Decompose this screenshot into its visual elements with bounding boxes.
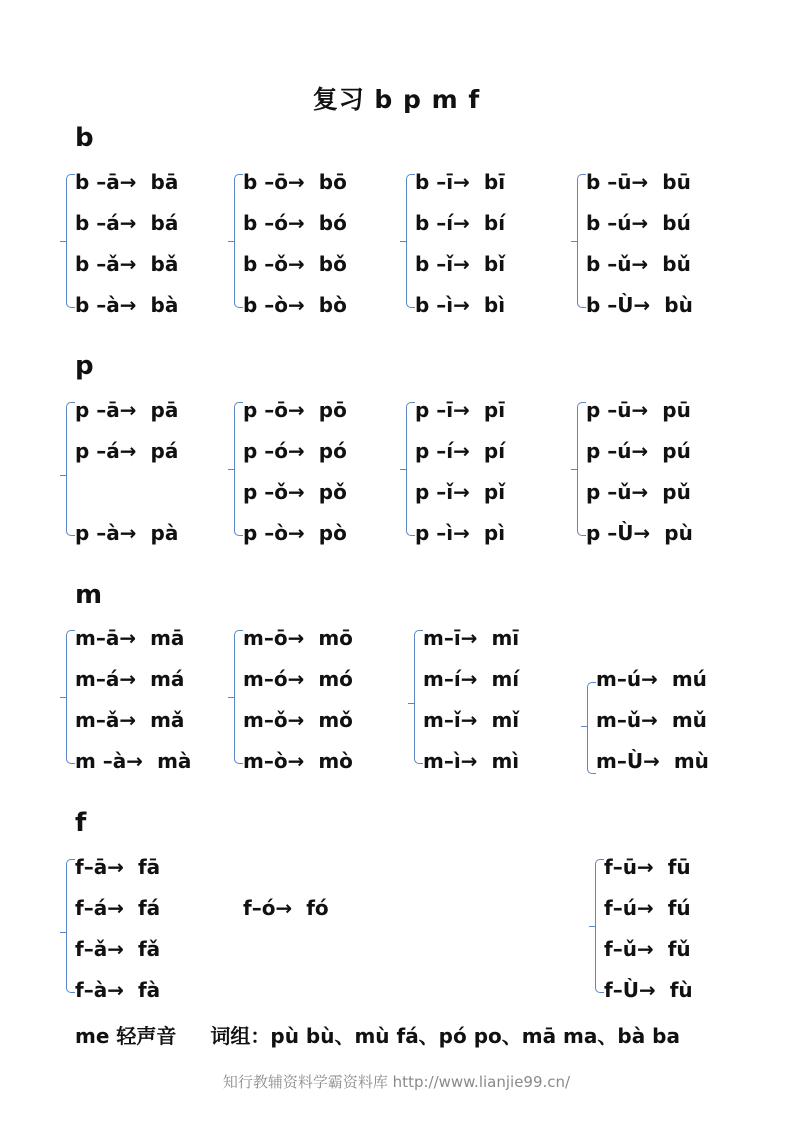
bracket	[406, 174, 415, 308]
syllable-row: b –ā→ bā	[75, 170, 179, 194]
syllable-row: m–ǒ→ mǒ	[243, 708, 353, 732]
syllable-row: b –ǎ→ bǎ	[75, 252, 179, 276]
syllable-row: p –ī→ pī	[415, 398, 506, 422]
syllable-row: p –ǐ→ pǐ	[415, 480, 506, 504]
syllable-row: f–á→ fá	[75, 896, 161, 920]
bracket-tick	[60, 241, 66, 242]
syllable-row: m–ó→ mó	[243, 667, 353, 691]
section-letter-m: m	[75, 580, 103, 610]
syllable-row: p –ū→ pū	[586, 398, 691, 422]
syllable-row: m–Ù→ mù	[596, 749, 709, 773]
syllable-row: m–ǔ→ mǔ	[596, 708, 707, 732]
syllable-row: p –ó→ pó	[243, 439, 347, 463]
light-tone-and-words	[75, 1020, 680, 1049]
word-groups: 词组：pù bù、mù fá、pó po、mā ma、bà ba	[210, 1024, 680, 1048]
syllable-row: b –ǒ→ bǒ	[243, 252, 347, 276]
bracket	[234, 402, 243, 536]
syllable-row: b –á→ bá	[75, 211, 179, 235]
syllable-row: b –ō→ bō	[243, 170, 347, 194]
syllable-row: b –ú→ bú	[586, 211, 691, 235]
syllable-row: f–ū→ fū	[604, 855, 691, 879]
syllable-row: f–ā→ fā	[75, 855, 161, 879]
syllable-row: m–ā→ mā	[75, 626, 185, 650]
bracket-tick	[400, 241, 406, 242]
syllable-row: p –ǔ→ pǔ	[586, 480, 691, 504]
syllable-row: m–ō→ mō	[243, 626, 353, 650]
page-title: 复习 b p m f	[312, 85, 481, 114]
syllable-row: p –ì→ pì	[415, 521, 506, 545]
bracket	[66, 859, 75, 993]
bracket-tick	[60, 475, 66, 476]
syllable-row: p –ō→ pō	[243, 398, 347, 422]
bracket-tick	[408, 703, 414, 704]
syllable-row: p –ǒ→ pǒ	[243, 480, 347, 504]
bracket-tick	[60, 932, 66, 933]
syllable-row: b –ó→ bó	[243, 211, 347, 235]
bracket	[234, 174, 243, 308]
syllable-row: p –à→ pà	[75, 521, 179, 545]
syllable-row: b –ǔ→ bǔ	[586, 252, 691, 276]
light-tone-label: me 轻声音	[75, 1024, 177, 1048]
section-letter-f: f	[75, 808, 87, 838]
syllable-row: p –í→ pí	[415, 439, 506, 463]
section-letter-b: b	[75, 123, 94, 153]
syllable-row: p –ú→ pú	[586, 439, 691, 463]
syllable-row: m–í→ mí	[423, 667, 520, 691]
syllable-row: b –ì→ bì	[415, 293, 506, 317]
syllable-row: b –Ù→ bù	[586, 293, 693, 317]
bracket	[66, 174, 75, 308]
watermark: 知行教辅资料学霸资料库 http://www.lianjie99.cn/	[222, 1073, 571, 1091]
syllable-row: m –à→ mà	[75, 749, 192, 773]
bracket	[414, 630, 423, 764]
syllable-row	[596, 626, 610, 650]
syllable-row: m–á→ má	[75, 667, 185, 691]
syllable-row: f–à→ fà	[75, 978, 161, 1002]
bracket	[577, 402, 586, 536]
syllable-row	[75, 480, 89, 504]
bracket	[577, 174, 586, 308]
bracket-tick	[228, 241, 234, 242]
bracket	[587, 682, 596, 774]
syllable-row: m–ī→ mī	[423, 626, 520, 650]
syllable-row: f–ó→ fó	[243, 896, 329, 920]
syllable-row: m–ǎ→ mǎ	[75, 708, 185, 732]
syllable-row: p –ā→ pā	[75, 398, 179, 422]
bracket-tick	[228, 469, 234, 470]
syllable-row: b –ǐ→ bǐ	[415, 252, 506, 276]
bracket-tick	[571, 469, 577, 470]
syllable-row: b –ī→ bī	[415, 170, 506, 194]
syllable-row: m–ì→ mì	[423, 749, 520, 773]
bracket-tick	[60, 697, 66, 698]
syllable-row: p –á→ pá	[75, 439, 179, 463]
bracket-tick	[589, 926, 595, 927]
section-letter-p: p	[75, 351, 94, 381]
bracket	[595, 859, 604, 993]
syllable-row: p –ò→ pò	[243, 521, 347, 545]
syllable-row: b –à→ bà	[75, 293, 179, 317]
syllable-row: b –ò→ bò	[243, 293, 347, 317]
syllable-row: b –ū→ bū	[586, 170, 691, 194]
bracket	[234, 630, 243, 764]
bracket	[66, 402, 75, 536]
syllable-row: b –í→ bí	[415, 211, 506, 235]
bracket-tick	[228, 697, 234, 698]
syllable-row: f–ú→ fú	[604, 896, 691, 920]
syllable-row: f–Ù→ fù	[604, 978, 693, 1002]
syllable-row: m–ú→ mú	[596, 667, 707, 691]
syllable-row: m–ò→ mò	[243, 749, 353, 773]
bracket-tick	[571, 241, 577, 242]
bracket	[66, 630, 75, 764]
syllable-row: m–ǐ→ mǐ	[423, 708, 520, 732]
bracket-tick	[581, 726, 587, 727]
syllable-row: f–ǎ→ fǎ	[75, 937, 161, 961]
syllable-row: p –Ù→ pù	[586, 521, 693, 545]
syllable-row: f–ǔ→ fǔ	[604, 937, 691, 961]
bracket-tick	[400, 469, 406, 470]
bracket	[406, 402, 415, 536]
